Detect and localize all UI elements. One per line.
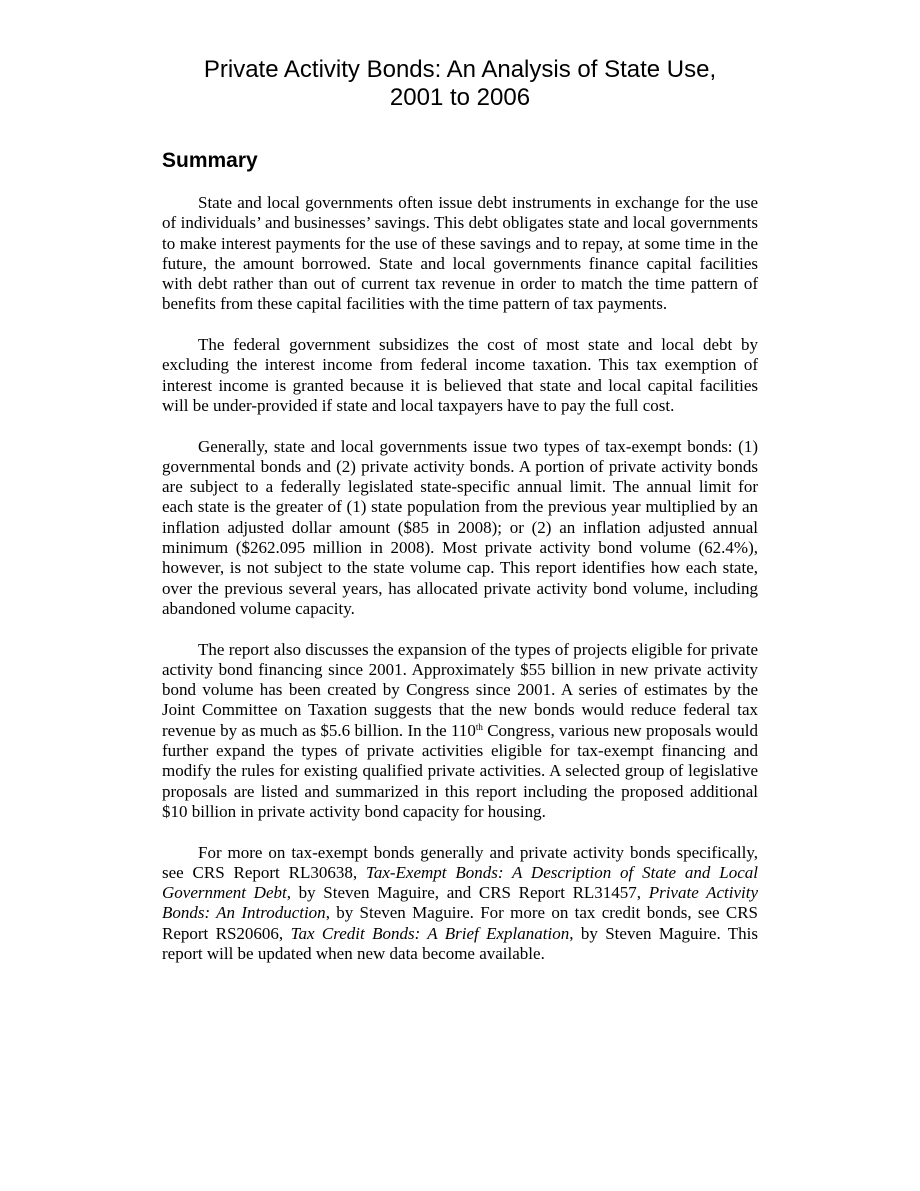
paragraph-5-text-a: For more on tax-exempt bonds generally and private activity bonds specifically, see CRS Report RL30638,: [162, 842, 758, 882]
summary-body: [162, 193, 758, 964]
paragraph-5-text-c: , by Steven Maguire. For more on tax credit bonds, see CRS Report RS20606,: [162, 903, 758, 943]
report-title-rs20606: Tax Credit Bonds: A Brief Explanation: [290, 923, 570, 943]
paragraph-5-text-d: , by Steven Maguire. This report will be updated when new data become available.: [162, 923, 758, 963]
document-title: [160, 56, 760, 112]
paragraph-1: State and local governments often issue debt instruments in exchange for the use of individuals’ and businesses’ savings. This debt obligates state and local governments to make interest payments for the use of these savings and to repay, at some time in the future, the amount borrowed. State and local governments finance capital facilities with debt rather than out of current tax revenue in order to match the time pattern of benefits from these capital facilities with the time pattern of tax payments.: [162, 193, 758, 314]
paragraph-3: Generally, state and local governments issue two types of tax-exempt bonds: (1) governmental bonds and (2) private activity bonds. A portion of private activity bonds are subject to a federally legislated state-specific annual limit. The annual limit for each state is the greater of (1) state population from the previous year multiplied by an inflation adjusted dollar amount ($85 in 2008); or (2) an inflation adjusted annual minimum ($262.095 million in 2008). Most private activity bond volume (62.4%), however, is not subject to the state volume cap. This report identifies how each state, over the previous several years, has allocated private activity bond volume, including abandoned volume capacity.: [162, 436, 758, 618]
paragraph-4-text-b: Congress, various new proposals would further expand the types of private activities eligible for tax-exempt financing and modify the rules for existing qualified private activities. A selected group of legislative proposals are listed and summarized in this report including the proposed additional $10 billion in private activity bond capacity for housing.: [162, 720, 758, 821]
paragraph-4-text-a: The report also discusses the expansion of the types of projects eligible for private activity bond financing since 2001. Approximately $55 billion in new private activity bond volume has been created by Congress since 2001. A series of estimates by the Joint Committee on Taxation suggests that the new bonds would reduce federal tax revenue by as much as $5.6 billion. In the 110: [162, 639, 758, 740]
report-title-rl31457: Private Activity Bonds: An Introduction: [162, 883, 758, 923]
ordinal-superscript: th: [475, 721, 483, 732]
report-title-rl30638: Tax-Exempt Bonds: A Description of State and Local Government Debt: [162, 862, 758, 903]
paragraph-2: The federal government subsidizes the cost of most state and local debt by excluding the interest income from federal income taxation. This tax exemption of interest income is granted because it is believed that state and local capital facilities will be under-provided if state and local taxpayers have to pay the full cost.: [162, 335, 758, 415]
title-line-1: Private Activity Bonds: An Analysis of State Use,: [203, 56, 717, 83]
section-heading: Summary: [162, 149, 258, 172]
title-line-2: 2001 to 2006: [389, 84, 531, 111]
paragraph-5-text-b: , by Steven Maguire, and CRS Report RL31457,: [286, 883, 649, 903]
paragraph-4: [162, 640, 758, 823]
paragraph-5: [162, 843, 758, 965]
